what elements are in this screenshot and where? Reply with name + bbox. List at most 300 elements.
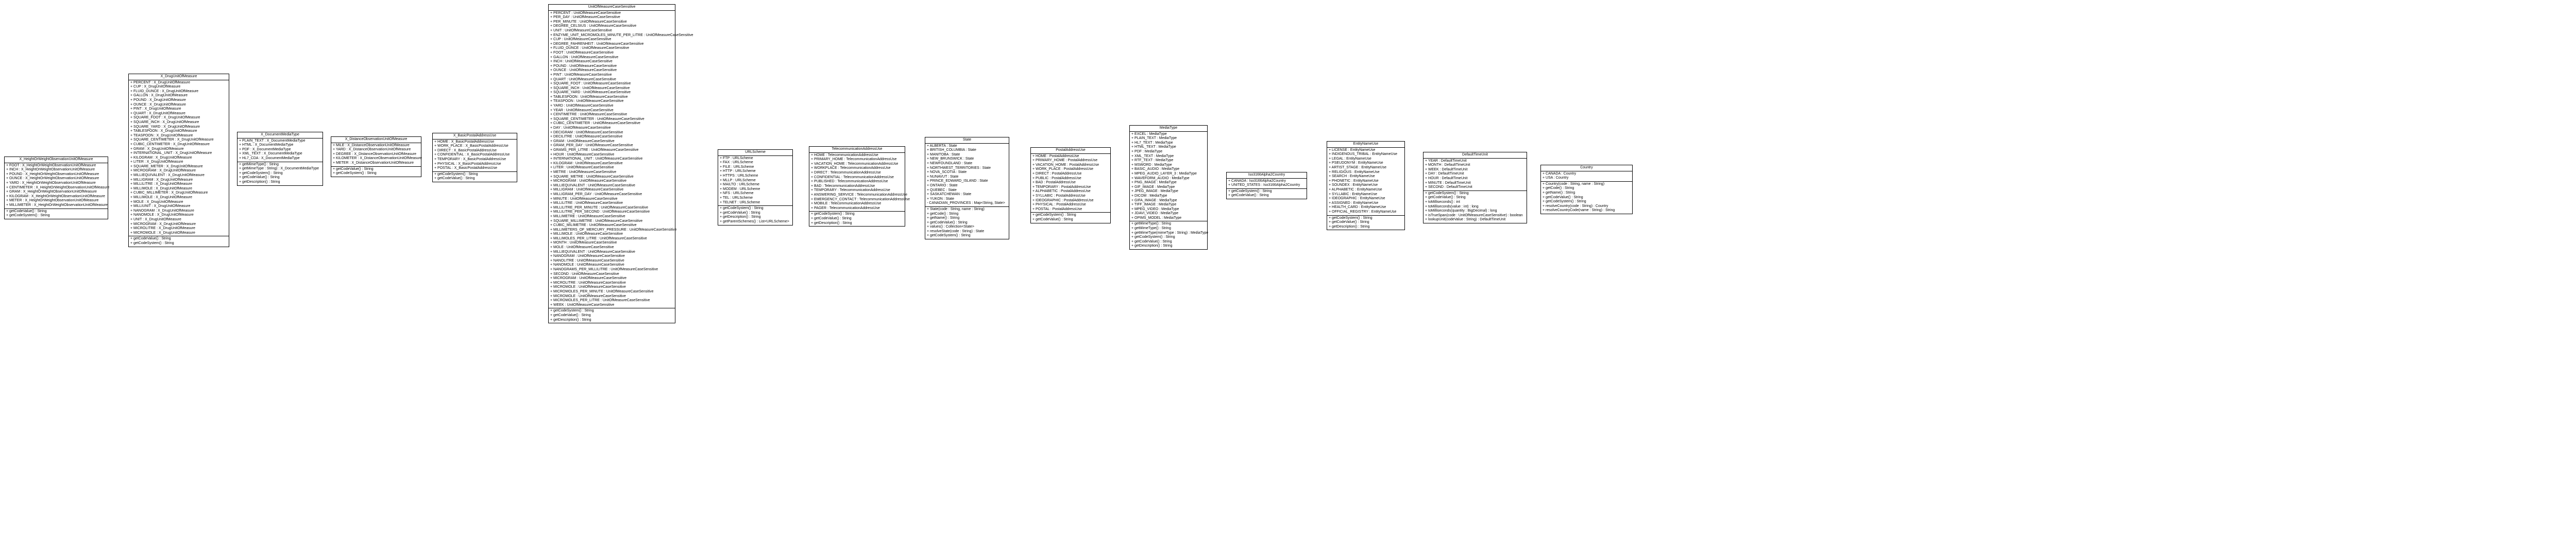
attribute: + CANADA : Iso3166Alpha2Country [1228, 179, 1286, 183]
attribute: + PLAIN_TEXT : MediaType [1131, 136, 1177, 141]
uml-class-url-scheme[interactable] [718, 149, 793, 225]
method: + getMimeType(mimeType : String) : MediaType [1131, 231, 1209, 235]
attribute: + PUBLIC : PostalAddressUse [1032, 176, 1081, 180]
attribute: + MILLIMETRE : UnitOfMeasureCaseSensitive [550, 214, 625, 218]
method: + getCodeValue() : String [1329, 220, 1369, 224]
attribute: + FTP : URLScheme [720, 156, 753, 160]
method: + toMilliseconds(value : int) : long [1425, 204, 1479, 209]
method: + getCodeValue() : String [434, 177, 475, 181]
method: + getCode() : String [927, 212, 959, 216]
attribute: + MOLE : UnitOfMeasureCaseSensitive [550, 246, 614, 250]
attribute: + MILLIGRAM_PER_DAY : UnitOfMeasureCaseSensitive [550, 192, 642, 196]
uml-class-default-time-unit[interactable] [1423, 152, 1527, 223]
attribute: + MILLILITRE_PER_MINUTE : UnitOfMeasureCaseSensitive [550, 205, 649, 210]
attribute: + NANOLITRE : UnitOfMeasureCaseSensitive [550, 258, 624, 263]
attribute: + SQUARE_METER : X_DrugUnitOfMeasure [130, 164, 203, 168]
attribute: + MINUTE : UnitOfMeasureCaseSensitive [550, 197, 618, 201]
attribute: + QUART : UnitOfMeasureCaseSensitive [550, 77, 616, 81]
method: + getCodeValue() : String [550, 313, 591, 317]
class-name: X_DocumentMediaType [238, 132, 323, 138]
method: + getDescription() : String [239, 180, 280, 184]
class-name: UnitOfMeasureCaseSensitive [549, 5, 675, 11]
attribute: + PERCENT : UnitOfMeasureCaseSensitive [550, 11, 621, 15]
attribute: + KILOGRAM : X_DrugUnitOfMeasure [130, 155, 192, 160]
attribute: + PRIMARY_HOME : PostalAddressUse [1032, 159, 1098, 163]
attribute: + SASKATCHEWAN : State [927, 193, 972, 197]
method: + getDescription() : String [1131, 244, 1173, 248]
class-name: DefaultTimeUnit [1423, 152, 1527, 159]
attribute: + MAILTO : URLScheme [720, 183, 759, 187]
method: + getCodeValue() : String [1425, 196, 1466, 200]
attribute: + TEMPORARY : PostalAddressUse [1032, 185, 1091, 189]
attribute: + SECOND : DefaultTimeUnit [1425, 185, 1472, 189]
attribute: + LITER : UnitOfMeasureCaseSensitive [550, 166, 614, 170]
attribute: + YARD : X_HeightOrWeightObservationUnitOfMeasure [6, 181, 96, 185]
attribute: + POSTAL : PostalAddressUse [1032, 207, 1082, 211]
attribute-section [1541, 171, 1632, 182]
attribute: + PERCENT : X_DrugUnitOfMeasure [130, 80, 190, 84]
attribute: + MONTH : UnitOfMeasureCaseSensitive [550, 241, 617, 245]
attribute: + WORK_PLACE : X_BasicPostalAddressUse [434, 144, 509, 148]
attribute: + MILLIGRAM : X_DrugUnitOfMeasure [130, 178, 193, 182]
uml-class-x-drug-unit-of-measure[interactable] [128, 74, 229, 247]
attribute: + XML_TEXT : MediaType [1131, 154, 1174, 158]
method: + getCodeValue() : String [1543, 195, 1583, 199]
method-section [718, 206, 792, 224]
attribute: + MONTH : DefaultTimeUnit [1425, 163, 1470, 167]
attribute: + WAVEFORM_AUDIO : MediaType [1131, 176, 1190, 180]
attribute: + METER : X_DistanceObservationUnitOfMeasure [333, 161, 414, 165]
attribute: + GRAM_PER_DAY : UnitOfMeasureCaseSensitive [550, 144, 633, 148]
attribute: + CUP : UnitOfMeasureCaseSensitive [550, 38, 612, 42]
uml-class-postal-address-use[interactable] [1030, 147, 1111, 223]
attribute: + WORKPLACE : TelecommunicationAddressUse [811, 166, 891, 170]
attribute: + MSWORD : MediaType [1131, 163, 1172, 167]
attribute: + BAD : TelecommunicationAddressUse [811, 184, 875, 188]
method: + getName() : String [1543, 190, 1575, 195]
attribute: + MILLIMOLE : X_DrugUnitOfMeasure [130, 186, 193, 190]
attribute: + MILLIEQUIVALENT : UnitOfMeasureCaseSensitive [550, 250, 635, 254]
uml-class-entity-name-use[interactable] [1327, 141, 1405, 230]
attribute: + MILE : X_DistanceObservationUnitOfMeasure [333, 143, 410, 147]
attribute: + LICENSE : EntityNameUse [1329, 148, 1376, 152]
uml-class-telecommunication-address-use[interactable] [809, 146, 910, 227]
attribute: + DEGREE : X_DistanceObservationUnitOfMeasure [333, 152, 417, 156]
attribute: + SYLLABIC : PostalAddressUse [1032, 194, 1086, 198]
attribute-section [433, 140, 517, 172]
attribute: + CANADA : Country [1543, 171, 1577, 176]
attribute: + CUP : X_DrugUnitOfMeasure [130, 85, 181, 89]
attribute: + EXCEL : MediaType [1131, 132, 1167, 136]
attribute: + TEMPORARY : TelecommunicationAddressUse [811, 188, 890, 193]
attribute-section [1423, 159, 1527, 191]
method: + getCodeValue() : String [1228, 194, 1269, 198]
method: + getName() : String [927, 216, 960, 220]
attribute: + NUNAVUT : State [927, 175, 959, 179]
method-section [1227, 189, 1307, 199]
attribute: + SQUARE_YARD : X_DrugUnitOfMeasure [130, 125, 200, 129]
attribute: + CONFIDENTIAL : TelecommunicationAddressUse [811, 175, 894, 179]
method: + getCodeSystem() : String [1131, 235, 1175, 239]
attribute: + NANOMOLE : X_DrugUnitOfMeasure [130, 213, 194, 217]
attribute: + HOUR : DefaultTimeUnit [1425, 176, 1468, 180]
attribute: + UNITED_STATES : Iso3166Alpha2Country [1228, 183, 1300, 187]
attribute-section [718, 156, 792, 206]
attribute: + JPEG_IMAGE : MediaType [1131, 189, 1178, 194]
attribute: + PHYSICAL : PostalAddressUse [1032, 203, 1086, 207]
class-name: EntityNameUse [1327, 142, 1404, 148]
attribute: + LITER : X_DrugUnitOfMeasure [130, 160, 183, 164]
attribute: + TABLESPOON : UnitOfMeasureCaseSensitive [550, 95, 628, 99]
attribute: + JDAVI_VIDEO : MediaType [1131, 212, 1179, 216]
attribute: + GRAM : UnitOfMeasureCaseSensitive [550, 139, 615, 143]
method-section [1130, 221, 1207, 249]
attribute-section [549, 11, 693, 309]
uml-class-x-document-media-type[interactable] [237, 132, 323, 186]
method-section [129, 236, 229, 246]
attribute: + MICROGRAM : UnitOfMeasureCaseSensitive [550, 179, 627, 183]
method: + lookupUnit(codeValue : String) : DefaultTimeUnit [1425, 218, 1506, 222]
attribute: + HTML : X_DocumentMediaType [239, 143, 294, 147]
attribute: + PAGER : TelecommunicationAddressUse [811, 206, 880, 210]
attribute: + MOBILE : TelecommunicationAddressUse [811, 202, 882, 206]
attribute: + INTERNATIONAL_UNIT : X_DrugUnitOfMeasure [130, 151, 212, 155]
attribute: + MICROGRAM : X_DrugUnitOfMeasure [130, 222, 196, 226]
attribute: + NANOGRAM : UnitOfMeasureCaseSensitive [550, 254, 625, 258]
attribute: + MICROGRAM : X_DrugUnitOfMeasure [130, 169, 196, 173]
attribute: + FOOT : UnitOfMeasureCaseSensitive [550, 50, 614, 55]
attribute: + DECIGRAM : UnitOfMeasureCaseSensitive [550, 130, 623, 134]
attribute: + FLUID_OUNCE : X_DrugUnitOfMeasure [130, 89, 199, 93]
attribute: + NORTHWEST_TERRITORIES : State [927, 166, 991, 170]
method: + toMilliseconds() : int [1425, 200, 1460, 204]
uml-class-x-distance-observation-unit[interactable] [331, 136, 421, 177]
attribute: + YEAR : DefaultTimeUnit [1425, 159, 1467, 163]
class-name: Country [1541, 165, 1632, 171]
method: + State(code : String, name : String) [927, 207, 985, 211]
attribute: + GRAM : X_DrugUnitOfMeasure [130, 147, 184, 151]
attribute: + KILOMETER : X_DistanceObservationUnitOfMeasure [333, 157, 422, 161]
method: + getCodeValue() : String [927, 220, 968, 224]
attribute-section [238, 138, 323, 162]
method: + getCodeValue() : String [811, 216, 852, 220]
uml-class-unit-of-measure-case-sensitive[interactable] [548, 4, 693, 323]
attribute: + WORK_PLACE : PostalAddressUse [1032, 167, 1094, 171]
attribute: + PER_MINUTE : UnitOfMeasureCaseSensitive [550, 20, 627, 24]
attribute: + MILLILITRE : UnitOfMeasureCaseSensitive [550, 201, 623, 205]
method: + getCodeValue() : String [239, 176, 280, 180]
method: + resolveCountry(code : String) : Country [1543, 204, 1608, 208]
attribute: + METER : X_HeightOrWeightObservationUnitOfMeasure [6, 199, 99, 203]
attribute: + YUKON : State [927, 197, 954, 201]
attribute: + RTF_TEXT : MediaType [1131, 159, 1174, 163]
attribute: + FLUID_OUNCE : UnitOfMeasureCaseSensitive [550, 46, 630, 50]
attribute: + SQUARE_INCH : UnitOfMeasureCaseSensitive [550, 86, 630, 90]
attribute: + MILLIGRAM : UnitOfMeasureCaseSensitive [550, 188, 624, 192]
attribute: + SQUARE_CENTIMETER : X_DrugUnitOfMeasure [130, 138, 214, 142]
attribute: + DEGREE_CELSIUS : UnitOfMeasureCaseSensitive [550, 24, 637, 28]
attribute: + HEALTH_CARD : EntityNameUse [1329, 205, 1386, 210]
attribute: + ASSIGNED : EntityNameUse [1329, 201, 1379, 205]
attribute: + INCH : UnitOfMeasureCaseSensitive [550, 60, 613, 64]
attribute-section [1327, 148, 1404, 216]
attribute: + NFS : URLScheme [720, 192, 754, 196]
attribute: + MOLE : X_DrugUnitOfMeasure [130, 200, 183, 204]
attribute: + OUNCE : X_HeightOrWeightObservationUnitOfMeasure [6, 177, 99, 181]
method: + getMimeType() : String [1131, 227, 1171, 231]
attribute: + PRINCE_EDWARD_ISLAND : State [927, 179, 988, 183]
attribute: + BRITISH_COLUMBIA : State [927, 148, 976, 152]
attribute: + YEAR : UnitOfMeasureCaseSensitive [550, 108, 614, 112]
method: + resolveState(code : String) : State [927, 229, 985, 233]
attribute: + ANSWERING_SERVICE : TelecommunicationAddressUse [811, 193, 908, 197]
attribute: + PDF : X_DocumentMediaType [239, 147, 291, 151]
attribute: + MICROGRAM : UnitOfMeasureCaseSensitive [550, 276, 627, 281]
attribute: + MICROMOLE : UnitOfMeasureCaseSensitive [550, 285, 626, 289]
attribute: + FILE : URLScheme [720, 165, 754, 169]
method-section [925, 207, 1009, 239]
attribute: + IDEOGRAPHIC : EntityNameUse [1329, 197, 1385, 201]
attribute: + RELIGIOUS : EntityNameUse [1329, 170, 1380, 174]
attribute-section [1130, 132, 1207, 222]
attribute: + KILOGRAM : X_HeightOrWeightObservationUnitOfMeasure [6, 194, 105, 198]
attribute: + SOUNDEX : EntityNameUse [1329, 183, 1378, 187]
attribute: + PINT : UnitOfMeasureCaseSensitive [550, 73, 612, 77]
uml-class-iso3166-alpha2-country[interactable] [1226, 172, 1307, 199]
attribute: + TEL : URLScheme [720, 196, 753, 200]
attribute: + NANOGRAMS_PER_MILLILITRE : UnitOfMeasureCaseSensitive [550, 268, 658, 272]
attribute: + MPEG_AUDIO_LAYER_3 : MediaType [1131, 171, 1197, 176]
uml-class-media-type[interactable] [1129, 125, 1208, 250]
method: + getDescription() : String [550, 318, 591, 322]
attribute: + POUND : X_DrugUnitOfMeasure [130, 98, 186, 102]
attribute: + INTERNATIONAL_UNIT : UnitOfMeasureCaseSensitive [550, 157, 643, 161]
attribute: + MILLIEQUIVALENT : X_DrugUnitOfMeasure [130, 173, 205, 178]
attribute: + ALPHABETIC : EntityNameUse [1329, 187, 1382, 192]
attribute: + MILLIEQUIVALENT : UnitOfMeasureCaseSensitive [550, 183, 635, 187]
class-name: TelecommunicationAddressUse [809, 147, 905, 153]
method: + getMimeType() : String [1131, 222, 1171, 226]
class-name: MediaType [1130, 126, 1207, 132]
method: + getCodeSystem() : String [1329, 216, 1372, 220]
attribute: + TEMPORARY : X_BasicPostalAddressUse [434, 157, 506, 161]
method: + getCodeValue() : String [130, 237, 171, 241]
attribute-section [1031, 154, 1110, 213]
uml-class-x-basic-postal-address-use[interactable] [432, 133, 517, 182]
method-section [809, 212, 905, 226]
attribute: + GALLON : X_DrugUnitOfMeasure [130, 94, 188, 98]
attribute: + CUBIC_MILIMETRE : UnitOfMeasureCaseSensitive [550, 223, 637, 228]
attribute: + MICROMOLE : X_DrugUnitOfMeasure [130, 231, 195, 235]
attribute: + TEASPOON : X_DrugUnitOfMeasure [130, 133, 193, 137]
attribute: + PUBLISHED : TelecommunicationAddressUse [811, 180, 888, 184]
method-section [1327, 216, 1404, 230]
uml-class-x-heightorweight-observation-unit[interactable] [4, 157, 108, 219]
attribute-section [129, 80, 229, 237]
attribute: + MILLILITRE : X_DrugUnitOfMeasure [130, 182, 193, 186]
attribute: + MPEG_VIDEO : MediaType [1131, 207, 1179, 211]
attribute: + HL7_CDA : X_DocumentMediaType [239, 156, 300, 160]
attribute: + QUEBEC : State [927, 188, 957, 192]
attribute: + PLAIN_TEXT : X_DocumentMediaType [239, 138, 306, 143]
attribute: + SQUARE_FOOT : X_DrugUnitOfMeasure [130, 116, 200, 120]
attribute: + MICROLITRE : X_DrugUnitOfMeasure [130, 227, 195, 231]
class-name: X_DistanceObservationUnitOfMeasure [331, 137, 421, 143]
attribute: + CUBIC_CENTIMETER : UnitOfMeasureCaseSensitive [550, 122, 640, 126]
attribute: + XML_TEXT : X_DocumentMediaType [239, 152, 302, 156]
method-section [1541, 182, 1632, 214]
attribute-section [331, 143, 421, 167]
attribute: + CUBIC_CENTIMETER : X_DrugUnitOfMeasure [130, 142, 210, 146]
method: + getCodeSystem() : String [130, 241, 174, 245]
class-name: State [925, 137, 1009, 144]
attribute: + MICROMOLES_PER_LITRE : UnitOfMeasureCaseSensitive [550, 299, 650, 303]
attribute: + SQUARE_YARD : UnitOfMeasureCaseSensitive [550, 91, 631, 95]
attribute: + CENTIMETRE : UnitOfMeasureCaseSensitive [550, 113, 628, 117]
attribute: + ALPHABETIC : PostalAddressUse [1032, 189, 1091, 194]
method-section [5, 209, 108, 219]
attribute: + NANOMOLE : UnitOfMeasureCaseSensitive [550, 263, 624, 267]
method: + getMimeType() : String [239, 162, 279, 166]
attribute: + GRAMS_PER_LITRE : UnitOfMeasureCaseSensitive [550, 148, 639, 152]
method: + getCodeSystem() : String [6, 214, 50, 218]
method: + getCodeSystem() : String [927, 234, 971, 238]
uml-class-state[interactable] [925, 137, 1009, 239]
attribute: + MILLIMOLE : X_DrugUnitOfMeasure [130, 196, 193, 200]
attribute: + POUND : UnitOfMeasureCaseSensitive [550, 64, 617, 68]
method: + getCodeValue() : String [1131, 239, 1172, 244]
method-section [1423, 191, 1527, 223]
attribute: + IDEOGRAPHIC : PostalAddressUse [1032, 198, 1094, 202]
attribute: + MILLILITRE_PER_SECOND : UnitOfMeasureCaseSensitive [550, 210, 650, 214]
attribute: + PNG_IMAGE : MediaType [1131, 181, 1177, 185]
method: + getCodeValue() : String [720, 211, 760, 215]
attribute: + FAX : URLScheme [720, 161, 753, 165]
attribute: + GALLON : UnitOfMeasureCaseSensitive [550, 55, 619, 59]
class-name: X_BasicPostalAddressUse [433, 133, 517, 140]
attribute: + OFFICIAL_REGISTRY : EntityNameUse [1329, 210, 1397, 214]
attribute: + OUNCE : UnitOfMeasureCaseSensitive [550, 68, 617, 73]
attribute: + MILLIMETER : X_HeightOrWeightObservationUnitOfMeasure [6, 203, 108, 207]
attribute: + DAY : UnitOfMeasureCaseSensitive [550, 126, 611, 130]
method: + getCodeValue() : String [1032, 217, 1073, 221]
attribute: + FOOT : X_HeightOrWeightObservationUnitOfMeasure [6, 163, 96, 167]
method-section [331, 167, 421, 177]
attribute: + DICOM : MediaType [1131, 194, 1167, 198]
class-name: X_HeightOrWeightObservationUnitOfMeasure [5, 157, 108, 163]
attribute: + WEEK : DefaultTimeUnit [1425, 167, 1468, 171]
attribute: + PHONETIC : EntityNameUse [1329, 179, 1379, 183]
attribute: + SQUARE_INCH : X_DrugUnitOfMeasure [130, 120, 199, 124]
attribute-section [809, 153, 910, 212]
class-name: X_DrugUnitOfMeasure [129, 74, 229, 80]
method: + getDescription() : String [811, 221, 852, 225]
attribute: + NEWFOUNDLAND : State [927, 161, 973, 165]
attribute: + SYLLABIC : EntityNameUse [1329, 192, 1377, 196]
attribute: + HTTPS : URLScheme [720, 173, 758, 178]
attribute: + MILLIMOLE : UnitOfMeasureCaseSensitive [550, 232, 623, 236]
attribute: + SQUARE_CENTIMETER : UnitOfMeasureCaseSensitive [550, 117, 645, 121]
method: + getCodeSystem() : String [811, 212, 855, 216]
attribute-section [925, 144, 1009, 207]
class-name: URLScheme [718, 150, 792, 156]
attribute: + INDIGENOUS_TRIBAL : EntityNameUse [1329, 152, 1397, 157]
attribute: + OPIMS_MODEL : MediaType [1131, 216, 1182, 220]
attribute: + PRIMARY_HOME : TelecommunicationAddressUse [811, 158, 897, 162]
attribute: + CONFIDENTIAL : X_BasicPostalAddressUse [434, 153, 510, 157]
attribute: + YARD : UnitOfMeasureCaseSensitive [550, 104, 614, 108]
attribute: + PINT : X_DrugUnitOfMeasure [130, 107, 181, 111]
method: + getMimeType : String) : X_DocumentMediaType [239, 167, 319, 171]
attribute: + MICROLITRE : UnitOfMeasureCaseSensitive [550, 281, 626, 285]
attribute: + POSTAL : X_BasicPostalAddressUse [434, 166, 497, 170]
attribute: + UNIT : X_DrugUnitOfMeasure [130, 218, 181, 221]
attribute: + PDF : MediaType [1131, 149, 1163, 153]
attribute: + TEASPOON : UnitOfMeasureCaseSensitive [550, 99, 624, 103]
method: + resolveCountryCode(name : String) : String [1543, 209, 1615, 213]
attribute: + DIRECT : TelecommunicationAddressUse [811, 170, 881, 175]
attribute: + EMERGENCY_CONTACT : TelecommunicationAddressUse [811, 197, 910, 201]
attribute: + INCH : X_HeightOrWeightObservationUnitOfMeasure [6, 168, 95, 172]
method: + values() : Collection<State> [927, 225, 975, 229]
method: + Country(code : String, name : String) [1543, 182, 1605, 186]
attribute: + LEGAL : EntityNameUse [1329, 157, 1371, 161]
attribute: + BASIC_AUDIO : MediaType [1131, 167, 1180, 171]
attribute: + DAY : DefaultTimeUnit [1425, 172, 1464, 176]
method-section [1031, 213, 1110, 222]
attribute: + YARD : X_DistanceObservationUnitOfMeasure [333, 148, 411, 152]
attribute: + CENTIMETER : X_HeightOrWeightObservationUnitOfMeasure [6, 185, 110, 189]
attribute: + ENZYME_UNIT_MICROMOLES_MINUTE_PER_LITRE : UnitOfMeasureCaseSensitive [550, 33, 693, 37]
method: + getCodeSystem() : String [434, 172, 478, 176]
attribute: + MINUTE : DefaultTimeUnit [1425, 181, 1471, 185]
attribute: + NOVA_SCOTIA : State [927, 170, 967, 175]
attribute: + HOUR : UnitOfMeasureCaseSensitive [550, 152, 615, 157]
attribute: + PSEUDONYM : EntityNameUse [1329, 161, 1383, 165]
attribute: + TIFF_IMAGE : MediaType [1131, 203, 1177, 207]
attribute: + USA : Country [1543, 176, 1569, 180]
attribute: + HTTP : URLScheme [720, 169, 756, 173]
method: + getCodeSystem() : String [1543, 200, 1586, 204]
attribute: + MLLP : URLScheme [720, 178, 756, 182]
attribute: + DEGREE_FAHRENHEIT : UnitOfMeasureCaseSensitive [550, 42, 644, 46]
attribute: + TABLESPOON : X_DrugUnitOfMeasure [130, 129, 197, 133]
attribute: + BAD : PostalAddressUse [1032, 181, 1076, 185]
attribute: + CUBIC_MILLIMETER : X_DrugUnitOfMeasure [130, 191, 208, 195]
attribute: + MANITOBA : State [927, 152, 960, 157]
method: + getDescription() : String [1329, 224, 1370, 229]
method: + getCode() : String [1543, 186, 1574, 190]
attribute: + MILLIMOLES_PER_LITRE : UnitOfMeasureCaseSensitive [550, 236, 647, 240]
uml-class-country[interactable] [1540, 165, 1633, 214]
attribute: + UNIT : UnitOfMeasureCaseSensitive [550, 28, 612, 32]
attribute: + QUART : X_DrugUnitOfMeasure [130, 111, 185, 115]
attribute: + DECILITRE : UnitOfMeasureCaseSensitive [550, 135, 623, 139]
method: + getParentSchemes() : List<URLScheme> [720, 219, 789, 223]
attribute: + HTML_TEXT : MediaType [1131, 145, 1176, 149]
class-name: PostalAddressUse [1031, 148, 1110, 154]
class-name: Iso3166Alpha2Country [1227, 172, 1307, 179]
method: + getDescription() : String [720, 215, 761, 219]
method-section [549, 308, 675, 323]
attribute-section [1227, 179, 1307, 189]
attribute: + HL7_TEXT : MediaType [1131, 141, 1173, 145]
attribute: + SEARCH : EntityNameUse [1329, 175, 1375, 179]
attribute: + DIRECT : X_BasicPostalAddressUse [434, 148, 497, 152]
attribute: + MICROMOLES_PER_MINUTE : UnitOfMeasureCaseSensitive [550, 290, 654, 293]
attribute: + ARTIST_STAGE : EntityNameUse [1329, 165, 1386, 169]
attribute: + SECOND : UnitOfMeasureCaseSensitive [550, 272, 619, 276]
